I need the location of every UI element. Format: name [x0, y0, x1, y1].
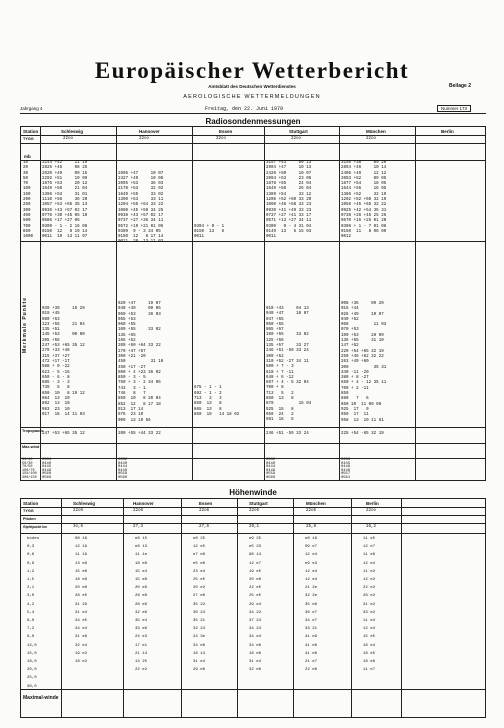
hw-station-stuttgart: Stuttgart — [249, 501, 268, 506]
pressure-pairs: 30/10 50/30 70/50 100/70 150/100 200/150 — [22, 458, 37, 480]
radiosonde-grid — [21, 127, 485, 480]
hw-ground-essen: 27,6 — [199, 525, 210, 529]
tropo-hannover: 200 +55 +44 33 22 — [118, 432, 161, 436]
pw-schleswig: 0334 0440 0445 0449 0560 0560 — [42, 458, 52, 480]
issue-date: Freitag, den 22. Juni 1979 — [205, 106, 284, 112]
levels-hannover: 2695 +47 10 07 2427 +49 10 06 2095 +53 36 03 2178 +53 32 02 1649 +55 33 02 1390 +53 33 11 1204 +55 +64 33 22 1060 +45 +59 34 25 0938 +43 +57 02 17 0737 +27 +36 34 11 0572 +19 +21 01 05 0309 9 - 3 34 05 0150 12 8 17 14 0011 20 13 11 03 — [118, 171, 164, 245]
page-subtitle: Amtsblatt des Deutschen Wetterdienstes — [208, 84, 296, 89]
hw-winds-schleswig: 08 16 12 19 11 19 13 e9 15 e6 18 e9 20 e8 28 e5 31 29 31 e4 34 e5 34 e4 31 e6 32 e4 19 e2 18 e2 — [75, 537, 88, 665]
time-label: TYGG — [23, 137, 34, 141]
station-essen: Essen — [219, 129, 233, 134]
hw-station-label: Station — [23, 501, 39, 506]
hw-time-stuttgart: 22o6 — [249, 509, 260, 513]
hw-time-muenchen: 22o6 — [306, 509, 317, 513]
year-label: Jahrgang 4 — [20, 106, 43, 111]
hw-time-label: TYGG — [23, 509, 34, 513]
hw-ground-label: Gipfelpunkt km — [23, 525, 47, 529]
hw-station-essen: Essen — [199, 501, 213, 506]
levels-schleswig: 3144 +42 11 19 2826 +45 08 25 2620 +49 09 15 2292 +51 19 09 1875 +53 20 12 1649 +56 21 04 1396 +53 31 01 1110 +56 36 20 1057 +53 +65 35 13 0936 +43 +57 02 17 0776 +30 +45 05 10 0586 +17 +27 06 0309 - 1 - 2 16 08 0150 12 8 19 14 0011 19 13 11 07 — [42, 161, 88, 240]
station-schleswig: Schleswig — [61, 129, 84, 134]
pw-stuttgart: 0332 0440 0444 0448 0559 0560 — [266, 458, 276, 480]
aerological-heading: AEROLOGISCHE WETTERMELDUNGEN — [183, 94, 321, 100]
hw-ground-muenchen: 25,8 — [306, 525, 317, 529]
pw-muenchen: 0333 0445 0449 0446 0557 0561 — [341, 458, 351, 480]
hw-winds-stuttgart: e9 25 e5 23 96 14 12 e7 19 e5 20 e8 22 e5 25 e5 29 e4 34 22 37 24 34 24 34 e4 34 e6 16 e6 31 e4 32 e6 — [249, 537, 262, 673]
hw-time-schleswig: 22o6 — [73, 509, 84, 513]
sig-essen: 675 - 1 - 1 692 - 1 - 2 713 3 3 850 13 8 865 13 8 850 19 14 18 02 — [194, 386, 240, 417]
mb-label: mb — [24, 154, 31, 159]
sig-schleswig: 039 +39 16 29 019 +45 080 +53 123 +55 21 04 135 +51 145 +53 00 00 205 +55 247 +53 +65 35 12 279 +33 +48 315 +37 +27 472 +17 -17 588 + 0 -22 623 - 5 -15 650 - 6 - 8 685 - 3 - 3 739 5 8 850 10 8 19 12 864 13 10 892 13 10 963 23 10 017 18 14 11 03 — [42, 307, 85, 417]
levels-muenchen: 3156 +38 09 20 2894 +46 10 14 2406 +49 12 12 2093 +52 09 05 1877 +54 18 05 1644 +55 16 05 1386 +52 32 19 1202 +52 +60 32 19 1056 +45 +65 32 22 0925 +42 +54 35 31 0738 +26 +45 25 26 0570 +15 +25 01 20 0308 + 1 - 7 01 08 0150 11 8 06 09 0012 — [341, 161, 387, 240]
hw-time-berlin: 22oo — [366, 509, 377, 513]
levels-essen: 0304 + 0 - 1 0150 13 6 0011 — [194, 224, 225, 240]
upper-winds-table — [20, 498, 486, 718]
station-hannover: Hannover — [139, 129, 160, 134]
hw-winds-hannover: e8 15 e8 13 11 1e 18 e8 15 e4 15 e8 20 e9 26 e8 28 e9 32 e6 35 e4 33 e6 24 e3 17 e1 21 14 14 25 22 e2 — [135, 537, 148, 673]
time-essen: 22oo — [216, 137, 227, 141]
hw-time-essen: 22o6 — [199, 509, 210, 513]
header-rule — [20, 113, 486, 114]
hw-winds-essen: e8 25 12 e5 e7 e8 e5 e6 23 e4 25 e5 20 e2 27 e6 35 22 30 24 35 21 32 24 24 3e 34 e6 16 14 31 e4 29 e8 — [193, 537, 206, 673]
time-muenchen: 22oo — [366, 137, 377, 141]
tropo-stuttgart: 246 +51 -59 33 24 — [266, 432, 309, 436]
significant-points-label: Merkmale Punkte — [22, 297, 28, 354]
time-stuttgart: 22oo — [291, 137, 302, 141]
maxwind-label: Max-wind — [22, 445, 40, 449]
sig-muenchen: 008 +36 09 20 015 +44 026 +49 10 07 040 +52 060 11 03 070 +53 100 +53 28 09 136 +55 31 10 147 +52 220 +54 +65 32 19 250 +46 +62 32 22 263 +49 +60 300 35 31 340 -11 -20 380 + 8 -27 650 + 4 - 12 35 11 700 + 2 -11 850 880 7 6 850 10 11 09 08 925 17 9 950 17 11 958 13 10 11 61 — [341, 302, 387, 423]
issue-number: Nummer 173 — [437, 105, 471, 112]
levels-stuttgart: 3157 +43 09 13 2904 +47 10 13 2426 +50 10 07 2094 +53 23 05 1878 +55 24 04 1649 +56 26 04 1389 +54 33 12 1205 +52 +60 33 20 1060 +46 +58 33 23 0939 +41 +49 33 23 0737 +27 +41 33 17 0571 +13 +27 34 11 0309 0 - 4 31 04 0149 13 5 15 03 0011 — [266, 161, 312, 240]
tropopause-label: Tropopause — [22, 429, 44, 433]
hw-ground-schleswig: 3o,6 — [73, 525, 84, 529]
hw-pilot-label: Piloten — [23, 517, 36, 521]
time-hannover: 22oo — [139, 137, 150, 141]
pressure-levels: 10 20 30 50 70 100 150 200 250 300 400 500 700 850 1000 — [23, 161, 34, 240]
supplement-label: Beilage 2 — [449, 83, 471, 89]
station-berlin: Berlin — [441, 129, 454, 134]
hw-winds-berlin: 11 e5 12 e7 11 e6 12 e4 11 e2 12 e2 22 e2 26 e2 31 e2 33 e2 11 e4 12 e4 15 e5 16 e4 18 e5 18 e6 11 e7 — [363, 537, 376, 673]
hw-station-schleswig: Schleswig — [73, 501, 96, 506]
hw-station-muenchen: München — [306, 501, 326, 506]
station-label: Station — [23, 129, 39, 134]
hw-ground-hannover: 27,3 — [133, 525, 144, 529]
hw-ground-berlin: 16,2 — [366, 525, 377, 529]
hw-time-hannover: 22o6 — [133, 509, 144, 513]
radiosonde-table — [20, 126, 486, 481]
hw-km-levels: boden 0,3 0,6 0,9 1,2 1,5 2,1 3,0 4,2 5,4 6,0 7,2 9,0 12,0 15,0 18,0 20,0 25,0 30,0 — [27, 537, 40, 689]
pw-hannover: 0332 0440 0444 0449 0559 0560 — [118, 458, 128, 480]
station-stuttgart: Stuttgart — [289, 129, 308, 134]
page-title: Europäischer Wetterbericht — [94, 58, 410, 83]
sig-hannover: 020 +47 19 07 040 +49 09 05 050 +53 36 03 055 +53 060 +55 100 +55 33 02 135 +55 165 +52 200 +50 +64 33 22 270 +47 +57 300 +21 -20 450 31 10 450 +17 -27 600 + 4 +23 36 02 850 - 3 - 5 750 + 3 - 2 34 05 743 3 - 1 746 8 7 850 10 8 20 04 852 12 8 17 18 913 17 14 975 23 10 009 13 19 56 — [118, 302, 164, 423]
tropo-schleswig: 247 +53 +65 35 12 — [42, 432, 85, 436]
upper-winds-title: Höhenwinde — [229, 488, 277, 497]
hw-station-hannover: Hannover — [133, 501, 154, 506]
radiosonde-title: Radiosondenmessungen — [205, 117, 301, 126]
hw-ground-stuttgart: 29,1 — [249, 525, 260, 529]
hw-winds-muenchen: e8 16 09 e7 12 e4 e9 e3 12 e4 12 e4 21 2e 32 2e 35 e6 36 e7 34 e7 33 21 41 e9 41 e8 41 e6 21 e7 22 e6 — [305, 537, 318, 673]
time-schleswig: 22oo — [63, 137, 74, 141]
tropo-muenchen: 225 +54 -65 32 19 — [341, 432, 384, 436]
hw-max-winds-label: Maximal-winde — [23, 695, 59, 701]
sig-stuttgart: 010 +43 04 13 040 +47 10 07 047 +55 050 +55 065 +57 100 +55 33 02 125 +56 135 +57 33 27 246 +51 -59 33 24 300 +52 310 +52 -27 34 11 500 + 7 - 3 610 + 7 -11 640 + 6 -12 697 + 4 - 5 32 04 700 + 8 713 5 2 850 13 8 879 15 04 925 15 8 959 24 2 981 16 5 — [266, 307, 312, 423]
hw-station-berlin: Berlin — [366, 501, 379, 506]
station-muenchen: München — [366, 129, 386, 134]
